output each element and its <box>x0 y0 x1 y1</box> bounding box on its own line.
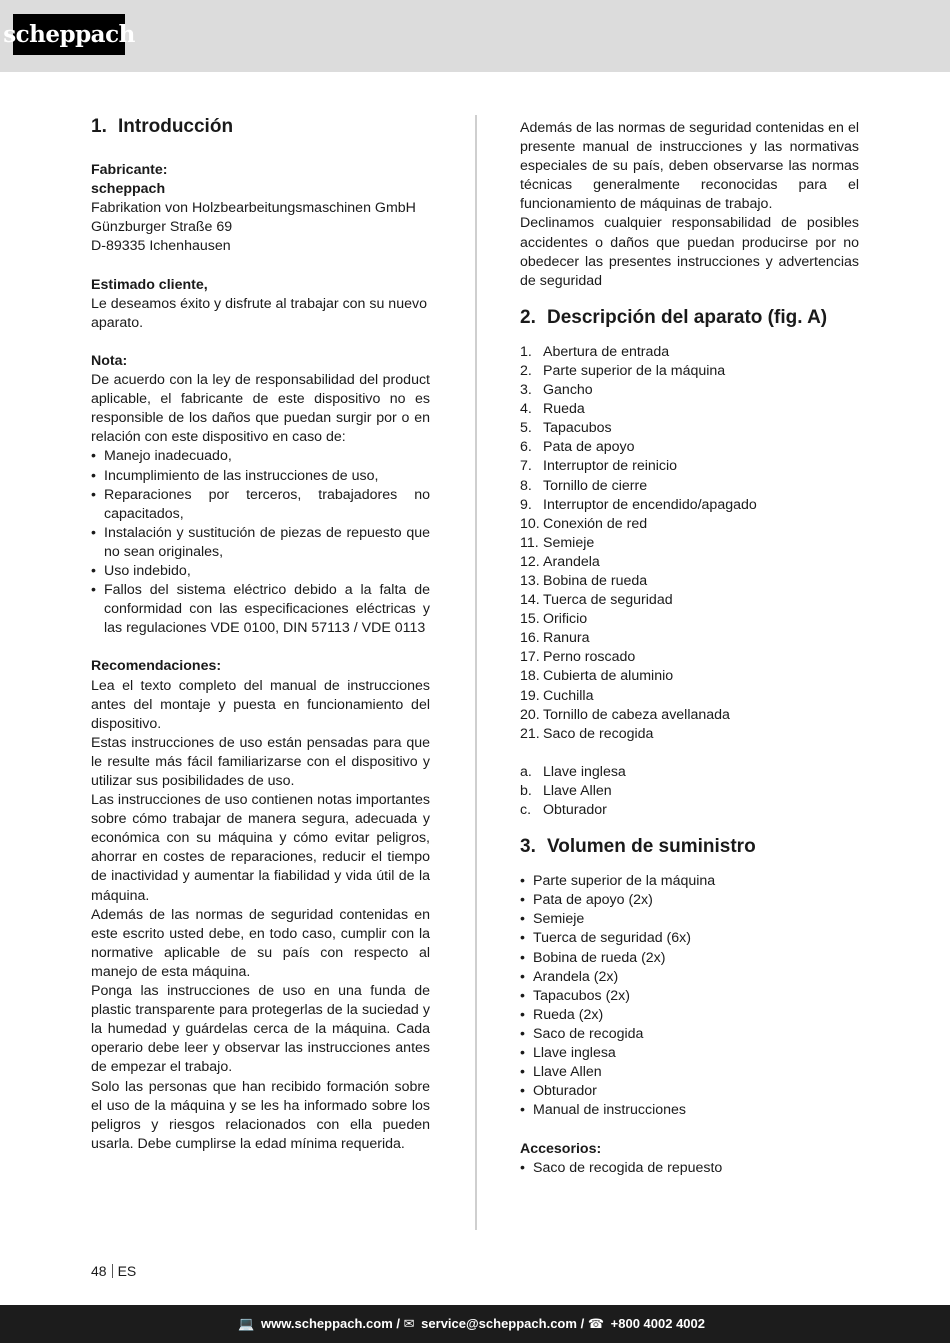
note-label: Nota: <box>91 352 128 369</box>
list-item: 9. Interruptor de encendido/apagado <box>520 496 757 513</box>
list-item: • Obturador <box>520 1082 859 1101</box>
section-2-title: 2. Descripción del aparato (fig. A) <box>520 306 828 328</box>
list-item: 7. Interruptor de reinicio <box>520 458 678 475</box>
list-item: c. Obturador <box>520 802 607 819</box>
list-item: 1. Abertura de entrada <box>520 343 670 360</box>
list-item: • Instalación y sustitución de piezas de repuesto que no sean originales, <box>91 524 430 562</box>
recommendation-paragraph: Lea el texto completo del manual de instrucciones antes del montaje y puesta en funcionamiento del dispositivo. <box>91 677 430 732</box>
recommendation-paragraph: Ponga las instrucciones de uso en una funda de plastic transparente para protegerlas de la suciedad y la humedad y guárdelas cerca de la máquina. Cada operario debe leer y observar las instrucciones antes de empezar el trabajo. <box>91 983 430 1076</box>
address-line: Fabrikation von Holzbearbeitungsmaschinen GmbH <box>91 200 416 217</box>
safety-paragraph: Además de las normas de seguridad contenidas en el presente manual de instrucciones y las normativas especiales de su país, deben observarse las normas técnicas generalmente reconocidas para el funcionamiento de máquinas de trabajo. <box>520 120 859 213</box>
recommendation-paragraph: Además de las normas de seguridad contenidas en este escrito usted debe, en todo caso, cumplir con la normative aplicable de su país con respecto al manejo de esta máquina. <box>91 906 430 980</box>
list-item: • Bobina de rueda (2x) <box>520 949 859 968</box>
list-item: 17. Perno roscado <box>520 649 636 666</box>
list-item: • Rueda (2x) <box>520 1006 859 1025</box>
page-footer: 💻 www.scheppach.com / ✉ service@scheppach.com / ☎ +800 4002 4002 <box>0 1305 950 1343</box>
section-1-title: 1. Introducción <box>91 116 234 137</box>
parts-list <box>520 343 859 744</box>
list-item: • Saco de recogida de repuesto <box>520 1159 859 1178</box>
right-column <box>520 119 859 1178</box>
page-number: 48 ES <box>91 1263 137 1279</box>
list-item: 21. Saco de recogida <box>520 725 654 742</box>
list-item: • Parte superior de la máquina <box>520 872 859 891</box>
list-item: 19. Cuchilla <box>520 687 594 704</box>
list-item: 10. Conexión de red <box>520 515 648 532</box>
page-number-separator <box>112 1264 113 1278</box>
tools-list <box>520 763 859 820</box>
recommendation-paragraph: Solo las personas que han recibido formación sobre el uso de la máquina y se les ha informado sobre los peligros y riesgos relacionados con ella pueden usarla. Debe cumplirse la edad mínima requerida. <box>91 1078 430 1152</box>
list-item: • Tapacubos (2x) <box>520 987 859 1006</box>
section-3-title: 3. Volumen de suministro <box>520 836 756 858</box>
address-line: Günzburger Straße 69 <box>91 219 233 236</box>
list-item: 20. Tornillo de cabeza avellanada <box>520 706 730 723</box>
accessories-list <box>520 1159 859 1178</box>
list-item: 15. Orificio <box>520 611 588 628</box>
list-item: • Saco de recogida <box>520 1025 859 1044</box>
list-item: 8. Tornillo de cierre <box>520 477 648 494</box>
list-item: • Reparaciones por terceros, trabajadores no capacitados, <box>91 486 430 524</box>
list-item: • Manejo inadecuado, <box>91 447 430 466</box>
list-item: 16. Ranura <box>520 630 590 647</box>
list-item: • Pata de apoyo (2x) <box>520 891 859 910</box>
laptop-icon: 💻 <box>238 1316 255 1331</box>
greeting-text: Le deseamos éxito y disfrute al trabajar con su nuevo aparato. <box>91 295 427 331</box>
manufacturer-label: Fabricante: <box>91 162 168 178</box>
mail-icon: ✉ <box>403 1316 415 1331</box>
list-item: b. Llave Allen <box>520 783 612 799</box>
accessories-label: Accesorios: <box>520 1140 602 1157</box>
greeting-label: Estimado cliente, <box>91 276 208 293</box>
column-divider <box>475 115 477 1230</box>
list-item: • Manual de instrucciones <box>520 1101 859 1120</box>
list-item: 4. Rueda <box>520 401 585 418</box>
list-item: • Llave inglesa <box>520 1044 859 1063</box>
page-header <box>0 0 950 72</box>
list-item: 12. Arandela <box>520 553 600 570</box>
left-column <box>91 114 430 1154</box>
scheppach-logo: scheppach <box>13 14 125 55</box>
list-item: 5. Tapacubos <box>520 420 612 437</box>
recommendation-paragraph: Estas instrucciones de uso están pensadas para que le resulte más fácil familiarizarse con el dispositivo y utilizar sus posibilidades de uso. <box>91 734 430 789</box>
list-item: • Uso indebido, <box>91 562 430 581</box>
list-item: a. Llave inglesa <box>520 763 626 780</box>
list-item: • Fallos del sistema eléctrico debido a la falta de conformidad con las especificaciones eléctricas y las regulaciones VDE 0100, DIN 57113 / VDE 0113 <box>91 581 430 638</box>
supply-list <box>520 872 859 1120</box>
list-item: • Semieje <box>520 910 859 929</box>
list-item: 2. Parte superior de la máquina <box>520 362 726 379</box>
phone-icon: ☎ <box>587 1316 605 1331</box>
list-item: • Incumplimiento de las instrucciones de uso, <box>91 467 430 486</box>
note-text: De acuerdo con la ley de responsabilidad del product aplicable, el fabricante de este dispositivo no es responsible de los daños que puedan surgir por o en relación con este dispositivo en caso de: <box>91 372 430 446</box>
manufacturer-name: scheppach <box>91 181 166 198</box>
recommendation-paragraph: Las instrucciones de uso contienen notas importantes sobre cómo trabajar de manera segura, adecuada y económica con su máquina y cómo evitar peligros, ahorrar en costes de reparaciones, reducir el tiempo de inactividad y aumentar la fiabilidad y vida útil de la máquina. <box>91 792 430 904</box>
phone-number[interactable]: +800 4002 4002 <box>610 1316 705 1331</box>
note-list <box>91 447 430 638</box>
list-item: • Llave Allen <box>520 1063 859 1082</box>
list-item: 18. Cubierta de aluminio <box>520 668 674 685</box>
list-item: 13. Bobina de rueda <box>520 572 648 589</box>
recommendations-label: Recomendaciones: <box>91 658 222 675</box>
website-link[interactable]: www.scheppach.com <box>261 1316 393 1331</box>
email-link[interactable]: service@scheppach.com <box>421 1316 577 1331</box>
address-line: D-89335 Ichenhausen <box>91 238 231 255</box>
disclaimer-paragraph: Declinamos cualquier responsabilidad de posibles accidentes o daños que puedan producirse por no obedecer las presentes instrucciones y advertencias de seguridad <box>520 215 859 289</box>
list-item: 3. Gancho <box>520 382 593 399</box>
list-item: 14. Tuerca de seguridad <box>520 592 673 609</box>
list-item: • Tuerca de seguridad (6x) <box>520 929 859 948</box>
list-item: 11. Semieje <box>520 534 595 551</box>
list-item: • Arandela (2x) <box>520 968 859 987</box>
list-item: 6. Pata de apoyo <box>520 439 635 456</box>
